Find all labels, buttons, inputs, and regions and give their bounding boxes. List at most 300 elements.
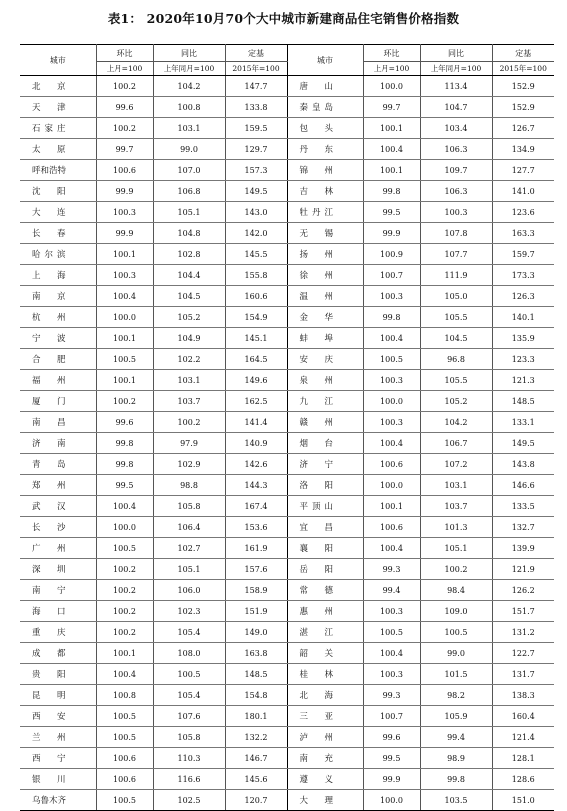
mom-value-cell: 100.1 (96, 370, 153, 391)
yoy-value-cell: 111.9 (420, 265, 492, 286)
base-value-cell: 148.5 (225, 664, 287, 685)
yoy-value-cell: 103.1 (153, 118, 225, 139)
city-name-cell: 长 春 (20, 223, 96, 244)
city-name-cell: 泉 州 (287, 370, 363, 391)
mom-value-cell: 100.2 (96, 391, 153, 412)
base-value-cell: 161.9 (225, 538, 287, 559)
header-yoy-right: 同比 (420, 45, 492, 62)
base-value-cell: 180.1 (225, 706, 287, 727)
yoy-value-cell: 96.8 (420, 349, 492, 370)
mom-value-cell: 100.5 (363, 622, 420, 643)
base-value-cell: 149.6 (225, 370, 287, 391)
yoy-value-cell: 105.4 (153, 685, 225, 706)
mom-value-cell: 100.6 (96, 160, 153, 181)
header-yoy-sub-left: 上年同月=100 (153, 62, 225, 76)
base-value-cell: 129.7 (225, 139, 287, 160)
yoy-value-cell: 98.4 (420, 580, 492, 601)
city-name-cell: 无 锡 (287, 223, 363, 244)
mom-value-cell: 100.9 (363, 244, 420, 265)
table-row (20, 139, 554, 160)
mom-value-cell: 99.9 (363, 223, 420, 244)
yoy-value-cell: 105.0 (420, 286, 492, 307)
mom-value-cell: 99.6 (363, 727, 420, 748)
yoy-value-cell: 105.8 (153, 496, 225, 517)
base-value-cell: 131.2 (492, 622, 554, 643)
base-value-cell: 141.0 (492, 181, 554, 202)
mom-value-cell: 100.6 (96, 769, 153, 790)
city-name-cell: 常 德 (287, 580, 363, 601)
city-name-cell: 锦 州 (287, 160, 363, 181)
city-name-cell: 西 安 (20, 706, 96, 727)
mom-value-cell: 99.3 (363, 559, 420, 580)
yoy-value-cell: 100.5 (153, 664, 225, 685)
yoy-value-cell: 116.6 (153, 769, 225, 790)
mom-value-cell: 100.4 (363, 139, 420, 160)
yoy-value-cell: 106.0 (153, 580, 225, 601)
table-row (20, 433, 554, 454)
yoy-value-cell: 98.8 (153, 475, 225, 496)
table-row (20, 328, 554, 349)
table-row (20, 391, 554, 412)
yoy-value-cell: 100.3 (420, 202, 492, 223)
yoy-value-cell: 104.7 (420, 97, 492, 118)
city-name-cell: 湛 江 (287, 622, 363, 643)
yoy-value-cell: 101.5 (420, 664, 492, 685)
base-value-cell: 133.8 (225, 97, 287, 118)
table-row (20, 475, 554, 496)
table-row (20, 601, 554, 622)
city-name-cell: 长 沙 (20, 517, 96, 538)
mom-value-cell: 100.0 (363, 76, 420, 97)
base-value-cell: 142.0 (225, 223, 287, 244)
base-value-cell: 126.2 (492, 580, 554, 601)
yoy-value-cell: 103.7 (420, 496, 492, 517)
mom-value-cell: 100.4 (363, 538, 420, 559)
city-name-cell: 包 头 (287, 118, 363, 139)
table-row (20, 370, 554, 391)
yoy-value-cell: 106.7 (420, 433, 492, 454)
base-value-cell: 153.6 (225, 517, 287, 538)
base-value-cell: 123.6 (492, 202, 554, 223)
city-name-cell: 蚌 埠 (287, 328, 363, 349)
mom-value-cell: 100.7 (363, 265, 420, 286)
city-name-cell: 沈 阳 (20, 181, 96, 202)
yoy-value-cell: 99.8 (420, 769, 492, 790)
table-row (20, 181, 554, 202)
base-value-cell: 145.6 (225, 769, 287, 790)
header-yoy-left: 同比 (153, 45, 225, 62)
mom-value-cell: 100.2 (96, 559, 153, 580)
city-name-cell: 安 庆 (287, 349, 363, 370)
header-base-sub-right: 2015年=100 (492, 62, 554, 76)
table-row (20, 706, 554, 727)
yoy-value-cell: 109.7 (420, 160, 492, 181)
city-name-cell: 呼和浩特 (20, 160, 96, 181)
table-body (20, 76, 554, 811)
city-name-cell: 大 连 (20, 202, 96, 223)
base-value-cell: 128.1 (492, 748, 554, 769)
city-name-cell: 天 津 (20, 97, 96, 118)
mom-value-cell: 100.5 (96, 706, 153, 727)
city-name-cell: 徐 州 (287, 265, 363, 286)
table-row (20, 412, 554, 433)
city-name-cell: 济 南 (20, 433, 96, 454)
table-row (20, 76, 554, 97)
yoy-value-cell: 104.5 (153, 286, 225, 307)
mom-value-cell: 99.5 (363, 748, 420, 769)
base-value-cell: 173.3 (492, 265, 554, 286)
yoy-value-cell: 104.2 (420, 412, 492, 433)
yoy-value-cell: 107.0 (153, 160, 225, 181)
mom-value-cell: 100.0 (363, 475, 420, 496)
city-name-cell: 南 宁 (20, 580, 96, 601)
yoy-value-cell: 101.3 (420, 517, 492, 538)
mom-value-cell: 99.5 (96, 475, 153, 496)
header-city-left: 城市 (20, 45, 96, 76)
base-value-cell: 147.7 (225, 76, 287, 97)
yoy-value-cell: 105.4 (153, 622, 225, 643)
yoy-value-cell: 102.7 (153, 538, 225, 559)
city-name-cell: 宁 波 (20, 328, 96, 349)
mom-value-cell: 100.3 (96, 202, 153, 223)
city-name-cell: 石家庄 (20, 118, 96, 139)
yoy-value-cell: 100.2 (153, 412, 225, 433)
mom-value-cell: 99.8 (363, 181, 420, 202)
yoy-value-cell: 98.2 (420, 685, 492, 706)
base-value-cell: 132.7 (492, 517, 554, 538)
yoy-value-cell: 106.8 (153, 181, 225, 202)
mom-value-cell: 100.4 (363, 643, 420, 664)
table-title: 表1： 2020年10月70个大中城市新建商品住宅销售价格指数 (107, 11, 460, 26)
city-name-cell: 福 州 (20, 370, 96, 391)
base-value-cell: 141.4 (225, 412, 287, 433)
base-value-cell: 143.0 (225, 202, 287, 223)
table-row (20, 580, 554, 601)
base-value-cell: 163.3 (492, 223, 554, 244)
city-name-cell: 郑 州 (20, 475, 96, 496)
mom-value-cell: 100.2 (96, 76, 153, 97)
city-name-cell: 成 都 (20, 643, 96, 664)
city-name-cell: 三 亚 (287, 706, 363, 727)
city-name-cell: 海 口 (20, 601, 96, 622)
header-base-sub-left: 2015年=100 (225, 62, 287, 76)
mom-value-cell: 100.5 (96, 538, 153, 559)
mom-value-cell: 100.1 (96, 244, 153, 265)
header-mom-left: 环比 (96, 45, 153, 62)
yoy-value-cell: 100.5 (420, 622, 492, 643)
base-value-cell: 155.8 (225, 265, 287, 286)
yoy-value-cell: 99.0 (420, 643, 492, 664)
mom-value-cell: 100.2 (96, 118, 153, 139)
city-name-cell: 深 圳 (20, 559, 96, 580)
yoy-value-cell: 100.2 (420, 559, 492, 580)
yoy-value-cell: 102.5 (153, 790, 225, 811)
base-value-cell: 151.9 (225, 601, 287, 622)
mom-value-cell: 100.5 (96, 349, 153, 370)
base-value-cell: 145.5 (225, 244, 287, 265)
mom-value-cell: 100.4 (363, 328, 420, 349)
yoy-value-cell: 109.0 (420, 601, 492, 622)
base-value-cell: 146.7 (225, 748, 287, 769)
yoy-value-cell: 98.9 (420, 748, 492, 769)
city-name-cell: 温 州 (287, 286, 363, 307)
base-value-cell: 149.5 (492, 433, 554, 454)
city-name-cell: 北 海 (287, 685, 363, 706)
yoy-value-cell: 103.7 (153, 391, 225, 412)
base-value-cell: 146.6 (492, 475, 554, 496)
mom-value-cell: 100.1 (96, 643, 153, 664)
table-row (20, 265, 554, 286)
header-mom-right: 环比 (363, 45, 420, 62)
yoy-value-cell: 100.8 (153, 97, 225, 118)
mom-value-cell: 100.4 (96, 286, 153, 307)
base-value-cell: 127.7 (492, 160, 554, 181)
yoy-value-cell: 107.2 (420, 454, 492, 475)
city-name-cell: 青 岛 (20, 454, 96, 475)
mom-value-cell: 100.3 (363, 664, 420, 685)
city-name-cell: 哈尔滨 (20, 244, 96, 265)
base-value-cell: 154.8 (225, 685, 287, 706)
mom-value-cell: 99.7 (363, 97, 420, 118)
base-value-cell: 167.4 (225, 496, 287, 517)
base-value-cell: 149.5 (225, 181, 287, 202)
base-value-cell: 120.7 (225, 790, 287, 811)
city-name-cell: 吉 林 (287, 181, 363, 202)
mom-value-cell: 99.8 (363, 307, 420, 328)
city-name-cell: 扬 州 (287, 244, 363, 265)
table-row (20, 790, 554, 811)
table-row (20, 349, 554, 370)
header-yoy-sub-right: 上年同月=100 (420, 62, 492, 76)
city-name-cell: 济 宁 (287, 454, 363, 475)
city-name-cell: 太 原 (20, 139, 96, 160)
city-name-cell: 牡丹江 (287, 202, 363, 223)
mom-value-cell: 99.4 (363, 580, 420, 601)
mom-value-cell: 100.2 (96, 601, 153, 622)
yoy-value-cell: 102.3 (153, 601, 225, 622)
mom-value-cell: 100.4 (96, 664, 153, 685)
city-name-cell: 兰 州 (20, 727, 96, 748)
base-value-cell: 121.4 (492, 727, 554, 748)
mom-value-cell: 100.6 (363, 517, 420, 538)
base-value-cell: 164.5 (225, 349, 287, 370)
city-name-cell: 上 海 (20, 265, 96, 286)
yoy-value-cell: 97.9 (153, 433, 225, 454)
base-value-cell: 123.3 (492, 349, 554, 370)
table-row (20, 97, 554, 118)
yoy-value-cell: 105.2 (420, 391, 492, 412)
mom-value-cell: 99.9 (363, 769, 420, 790)
city-name-cell: 贵 阳 (20, 664, 96, 685)
table-row (20, 202, 554, 223)
city-name-cell: 烟 台 (287, 433, 363, 454)
base-value-cell: 126.7 (492, 118, 554, 139)
table-row (20, 664, 554, 685)
yoy-value-cell: 105.5 (420, 307, 492, 328)
mom-value-cell: 100.3 (363, 601, 420, 622)
city-name-cell: 大 理 (287, 790, 363, 811)
city-name-cell: 惠 州 (287, 601, 363, 622)
mom-value-cell: 99.6 (96, 97, 153, 118)
yoy-value-cell: 99.4 (420, 727, 492, 748)
mom-value-cell: 99.8 (96, 433, 153, 454)
table-row (20, 244, 554, 265)
yoy-value-cell: 107.8 (420, 223, 492, 244)
mom-value-cell: 99.9 (96, 181, 153, 202)
mom-value-cell: 100.1 (363, 118, 420, 139)
mom-value-cell: 100.4 (96, 496, 153, 517)
city-name-cell: 重 庆 (20, 622, 96, 643)
table-row (20, 685, 554, 706)
city-name-cell: 金 华 (287, 307, 363, 328)
mom-value-cell: 99.8 (96, 454, 153, 475)
table-row (20, 160, 554, 181)
table-row (20, 748, 554, 769)
city-name-cell: 赣 州 (287, 412, 363, 433)
base-value-cell: 122.7 (492, 643, 554, 664)
mom-value-cell: 100.2 (96, 580, 153, 601)
base-value-cell: 152.9 (492, 97, 554, 118)
table-row (20, 643, 554, 664)
yoy-value-cell: 106.4 (153, 517, 225, 538)
price-index-table (20, 44, 554, 811)
mom-value-cell: 100.1 (96, 328, 153, 349)
city-name-cell: 丹 东 (287, 139, 363, 160)
mom-value-cell: 100.7 (363, 706, 420, 727)
mom-value-cell: 100.0 (96, 517, 153, 538)
table-row (20, 517, 554, 538)
yoy-value-cell: 107.7 (420, 244, 492, 265)
yoy-value-cell: 107.6 (153, 706, 225, 727)
mom-value-cell: 99.3 (363, 685, 420, 706)
mom-value-cell: 100.1 (363, 496, 420, 517)
base-value-cell: 151.0 (492, 790, 554, 811)
city-name-cell: 襄 阳 (287, 538, 363, 559)
base-value-cell: 154.9 (225, 307, 287, 328)
base-value-cell: 140.9 (225, 433, 287, 454)
mom-value-cell: 100.1 (363, 160, 420, 181)
header-mom-sub-right: 上月=100 (363, 62, 420, 76)
base-value-cell: 145.1 (225, 328, 287, 349)
base-value-cell: 132.2 (225, 727, 287, 748)
city-name-cell: 银 川 (20, 769, 96, 790)
city-name-cell: 广 州 (20, 538, 96, 559)
yoy-value-cell: 104.4 (153, 265, 225, 286)
table-row (20, 286, 554, 307)
city-name-cell: 武 汉 (20, 496, 96, 517)
yoy-value-cell: 102.2 (153, 349, 225, 370)
city-name-cell: 南 充 (287, 748, 363, 769)
base-value-cell: 160.6 (225, 286, 287, 307)
base-value-cell: 121.9 (492, 559, 554, 580)
city-name-cell: 杭 州 (20, 307, 96, 328)
header-base-left: 定基 (225, 45, 287, 62)
city-name-cell: 洛 阳 (287, 475, 363, 496)
city-name-cell: 昆 明 (20, 685, 96, 706)
mom-value-cell: 100.0 (96, 307, 153, 328)
city-name-cell: 唐 山 (287, 76, 363, 97)
city-name-cell: 韶 关 (287, 643, 363, 664)
table-row (20, 307, 554, 328)
base-value-cell: 152.9 (492, 76, 554, 97)
base-value-cell: 138.3 (492, 685, 554, 706)
base-value-cell: 142.6 (225, 454, 287, 475)
yoy-value-cell: 103.4 (420, 118, 492, 139)
mom-value-cell: 100.2 (96, 622, 153, 643)
base-value-cell: 140.1 (492, 307, 554, 328)
base-value-cell: 131.7 (492, 664, 554, 685)
base-value-cell: 151.7 (492, 601, 554, 622)
base-value-cell: 162.5 (225, 391, 287, 412)
yoy-value-cell: 105.1 (420, 538, 492, 559)
yoy-value-cell: 102.8 (153, 244, 225, 265)
yoy-value-cell: 110.3 (153, 748, 225, 769)
base-value-cell: 157.6 (225, 559, 287, 580)
base-value-cell: 159.5 (225, 118, 287, 139)
base-value-cell: 160.4 (492, 706, 554, 727)
yoy-value-cell: 104.2 (153, 76, 225, 97)
yoy-value-cell: 105.5 (420, 370, 492, 391)
mom-value-cell: 100.3 (363, 286, 420, 307)
yoy-value-cell: 105.2 (153, 307, 225, 328)
base-value-cell: 163.8 (225, 643, 287, 664)
table-row (20, 538, 554, 559)
base-value-cell: 134.9 (492, 139, 554, 160)
city-name-cell: 南 京 (20, 286, 96, 307)
header-mom-sub-left: 上月=100 (96, 62, 153, 76)
city-name-cell: 九 江 (287, 391, 363, 412)
base-value-cell: 159.7 (492, 244, 554, 265)
table-row (20, 559, 554, 580)
table-row (20, 454, 554, 475)
yoy-value-cell: 104.8 (153, 223, 225, 244)
yoy-value-cell: 99.0 (153, 139, 225, 160)
mom-value-cell: 100.5 (363, 349, 420, 370)
mom-value-cell: 100.8 (96, 685, 153, 706)
mom-value-cell: 99.9 (96, 223, 153, 244)
header-base-right: 定基 (492, 45, 554, 62)
city-name-cell: 合 肥 (20, 349, 96, 370)
table-row (20, 223, 554, 244)
yoy-value-cell: 106.3 (420, 181, 492, 202)
mom-value-cell: 100.3 (363, 370, 420, 391)
mom-value-cell: 99.7 (96, 139, 153, 160)
base-value-cell: 148.5 (492, 391, 554, 412)
yoy-value-cell: 105.8 (153, 727, 225, 748)
table-row (20, 727, 554, 748)
mom-value-cell: 100.3 (363, 412, 420, 433)
base-value-cell: 133.1 (492, 412, 554, 433)
yoy-value-cell: 102.9 (153, 454, 225, 475)
table-row (20, 496, 554, 517)
city-name-cell: 西 宁 (20, 748, 96, 769)
base-value-cell: 157.3 (225, 160, 287, 181)
yoy-value-cell: 104.5 (420, 328, 492, 349)
yoy-value-cell: 108.0 (153, 643, 225, 664)
table-row (20, 118, 554, 139)
mom-value-cell: 100.4 (363, 433, 420, 454)
yoy-value-cell: 105.1 (153, 559, 225, 580)
city-name-cell: 北 京 (20, 76, 96, 97)
mom-value-cell: 100.0 (363, 391, 420, 412)
yoy-value-cell: 103.1 (153, 370, 225, 391)
base-value-cell: 149.0 (225, 622, 287, 643)
mom-value-cell: 100.6 (96, 748, 153, 769)
mom-value-cell: 100.3 (96, 265, 153, 286)
base-value-cell: 143.8 (492, 454, 554, 475)
yoy-value-cell: 103.5 (420, 790, 492, 811)
city-name-cell: 平顶山 (287, 496, 363, 517)
